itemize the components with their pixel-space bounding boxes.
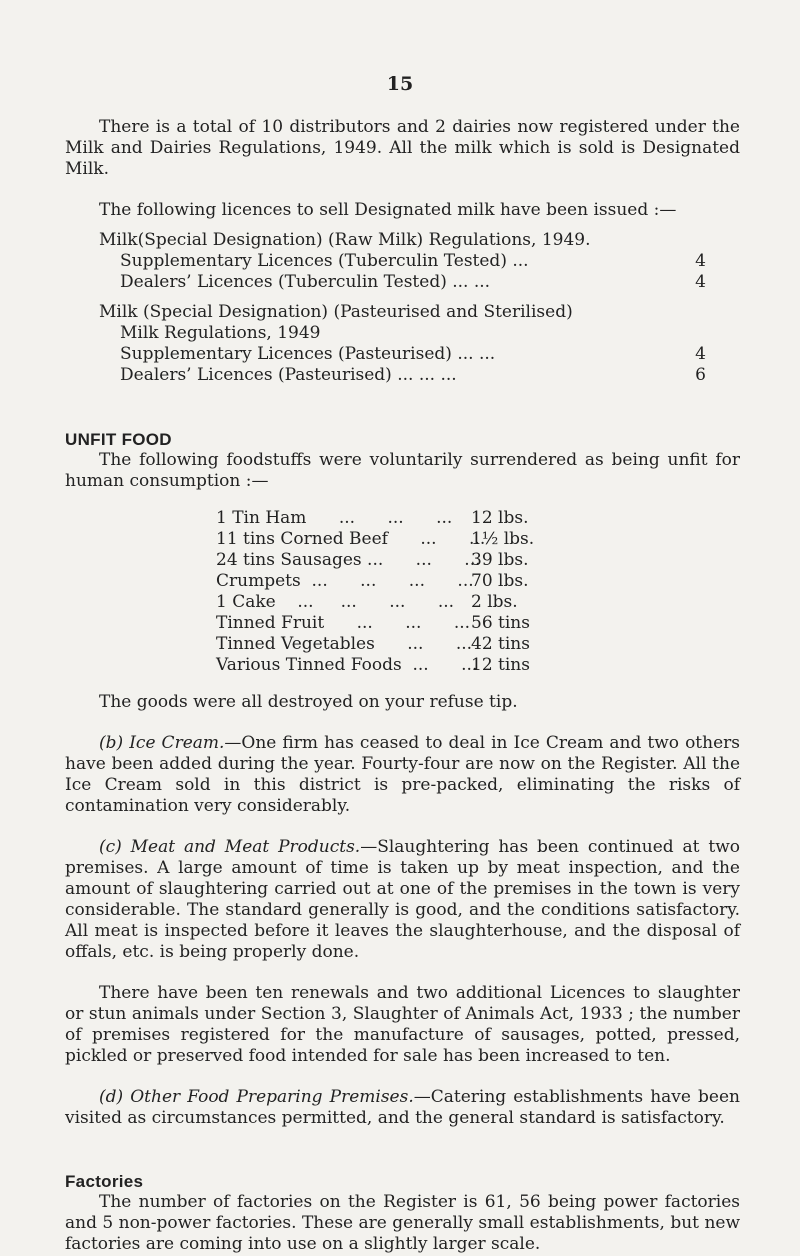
table-row (216, 634, 740, 655)
table-row (216, 571, 740, 592)
food-quantity: 12 tins (471, 655, 530, 675)
food-quantity: 12 lbs. (471, 508, 529, 528)
food-quantity: 56 tins (471, 613, 530, 633)
table-row (216, 655, 740, 676)
food-item: 24 tins Sausages ... ... ... (216, 550, 481, 570)
food-item: 11 tins Corned Beef ... ... (216, 529, 486, 549)
other-food-paragraph (65, 1087, 740, 1129)
food-item: Various Tinned Foods ... ... (216, 655, 478, 675)
food-quantity: 70 lbs. (471, 571, 529, 591)
other-food-label: (d) Other Food Preparing Premises. (99, 1087, 414, 1107)
licence-group-heading: Milk(Special Designation) (Raw Milk) Regulations, 1949. (99, 230, 591, 250)
food-quantity: 1½ lbs. (471, 529, 535, 549)
food-item: Crumpets ... ... ... ... (216, 571, 474, 591)
food-quantity: 2 lbs. (471, 592, 518, 612)
licence-group-raw-milk (65, 230, 740, 293)
table-row (216, 508, 740, 529)
document-body (65, 117, 740, 1255)
factories-heading: Factories (65, 1172, 144, 1191)
slaughter-licences-paragraph: There have been ten renewals and two additional Licences to slaughter or stun animals under Section 3, Slaughter of Animals Act, 1933 ; the number of premises registered for the manufacture of sausages, potted, pressed, pickled or preserved food intended for sale has been increased to ten. (65, 983, 740, 1066)
factories-paragraph: The number of factories on the Register is 61, 56 being power factories and 5 non-power factories. These are generally small establishments, but new factories are coming into use on a slightly larger scale. (65, 1192, 740, 1254)
licence-count: 4 (695, 251, 706, 271)
unfit-food-intro: The following foodstuffs were voluntarily surrendered as being unfit for human consumption :— (65, 450, 740, 491)
food-item: Tinned Fruit ... ... ... (216, 613, 471, 633)
ice-cream-text: —One firm has ceased to deal in Ice Cream and two others have been added during the year. Fourty-four are now on the Register. All the Ice Cream sold in this district is pre-packed, eliminating the risks of contamination very considerably. (65, 733, 741, 816)
table-row (216, 613, 740, 634)
other-food-text: —Catering establishments have been visited as circumstances permitted, and the general standard is satisfactory. (65, 1087, 740, 1128)
licence-group-heading: Milk (Special Designation) (Pasteurised and Sterilised) (99, 302, 573, 322)
licence-group-subheading: Milk Regulations, 1949 (120, 323, 321, 343)
licence-label: Supplementary Licences (Pasteurised) ... ... (120, 344, 496, 364)
licence-label: Supplementary Licences (Tuberculin Tested) ... (120, 251, 529, 271)
licence-group-pasteurised (65, 302, 740, 386)
licences-list (65, 230, 740, 386)
food-item: 1 Cake ... ... ... ... (216, 592, 455, 612)
food-quantity: 39 lbs. (471, 550, 529, 570)
licence-row (65, 251, 740, 272)
meat-paragraph (65, 837, 740, 963)
table-row (216, 592, 740, 613)
page-number: 15 (386, 73, 414, 95)
meat-label: (c) Meat and Meat Products. (99, 837, 361, 857)
unfit-food-table (216, 508, 740, 676)
table-row (216, 529, 740, 550)
licence-count: 4 (695, 344, 706, 364)
licence-label: Dealers’ Licences (Pasteurised) ... ... ... (120, 365, 457, 385)
meat-text: —Slaughtering has been continued at two premises. A large amount of time is taken up by meat inspection, and the amount of slaughtering carried out at one of the premises in the town is very considerable. The standard generally is good, and the conditions satisfactory. All meat is inspected before it leaves the slaughterhouse, and the disposal of offals, etc. is being properly done. (65, 837, 740, 962)
licence-count: 4 (695, 272, 706, 292)
licence-row (65, 344, 740, 365)
food-item: Tinned Vegetables ... ... (216, 634, 473, 654)
ice-cream-label: (b) Ice Cream. (99, 733, 225, 753)
licence-count: 6 (695, 365, 706, 385)
food-quantity: 42 tins (471, 634, 530, 654)
food-item: 1 Tin Ham ... ... ... (216, 508, 453, 528)
unfit-food-footer: The goods were all destroyed on your refuse tip. (99, 692, 518, 712)
licence-row (65, 272, 740, 293)
licence-row (65, 365, 740, 386)
table-row (216, 550, 740, 571)
intro-paragraph: There is a total of 10 distributors and 2 dairies now registered under the Milk and Dairies Regulations, 1949. All the milk which is sold is Designated Milk. (65, 117, 740, 179)
ice-cream-paragraph (65, 733, 740, 817)
licences-intro: The following licences to sell Designated milk have been issued :— (99, 200, 677, 220)
unfit-food-heading: UNFIT FOOD (65, 430, 172, 449)
licence-label: Dealers’ Licences (Tuberculin Tested) ... ... (120, 272, 491, 292)
